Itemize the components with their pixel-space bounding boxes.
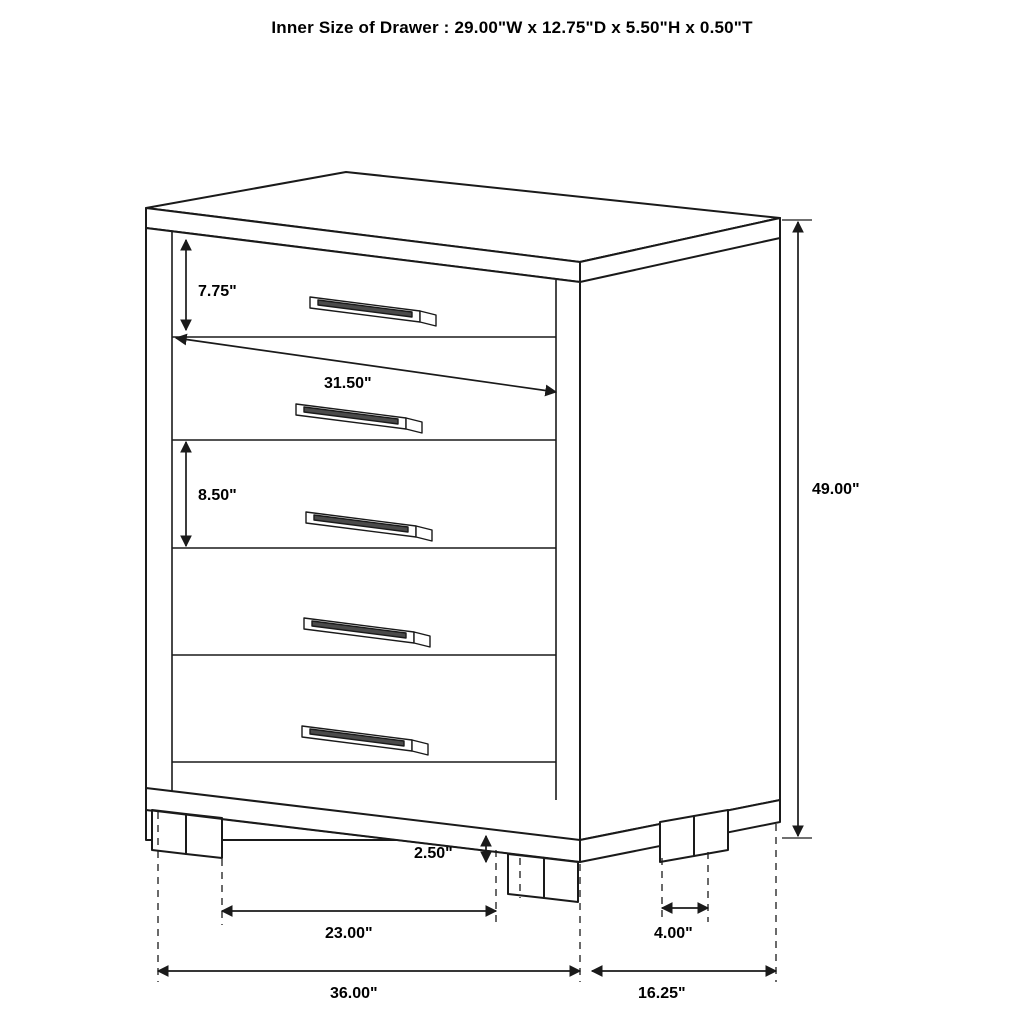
- leg-front-left-inner: [186, 814, 222, 858]
- label-base-rail-height: 2.50": [414, 845, 453, 862]
- leg-front-right-inner: [544, 858, 578, 902]
- leg-front-right: [508, 854, 544, 898]
- leg-rear-right-inner: [694, 810, 728, 856]
- chest-front-face: [146, 228, 580, 840]
- label-leg-width: 4.00": [654, 925, 693, 942]
- label-mid-drawer-height: 8.50": [198, 487, 237, 504]
- chest-side-panel: [580, 218, 780, 840]
- chest-illustration: [146, 172, 780, 902]
- label-overall-depth: 16.25": [638, 985, 686, 1002]
- label-top-drawer-height: 7.75": [198, 283, 237, 300]
- page-title: Inner Size of Drawer : 29.00"W x 12.75"D x 5.50"H x 0.50"T: [271, 18, 753, 37]
- label-leg-span: 23.00": [325, 925, 373, 942]
- leg-rear-right: [660, 816, 694, 862]
- label-overall-height: 49.00": [812, 481, 860, 498]
- leg-front-left: [152, 810, 186, 854]
- label-drawer-width: 31.50": [324, 375, 372, 392]
- label-overall-width: 36.00": [330, 985, 378, 1002]
